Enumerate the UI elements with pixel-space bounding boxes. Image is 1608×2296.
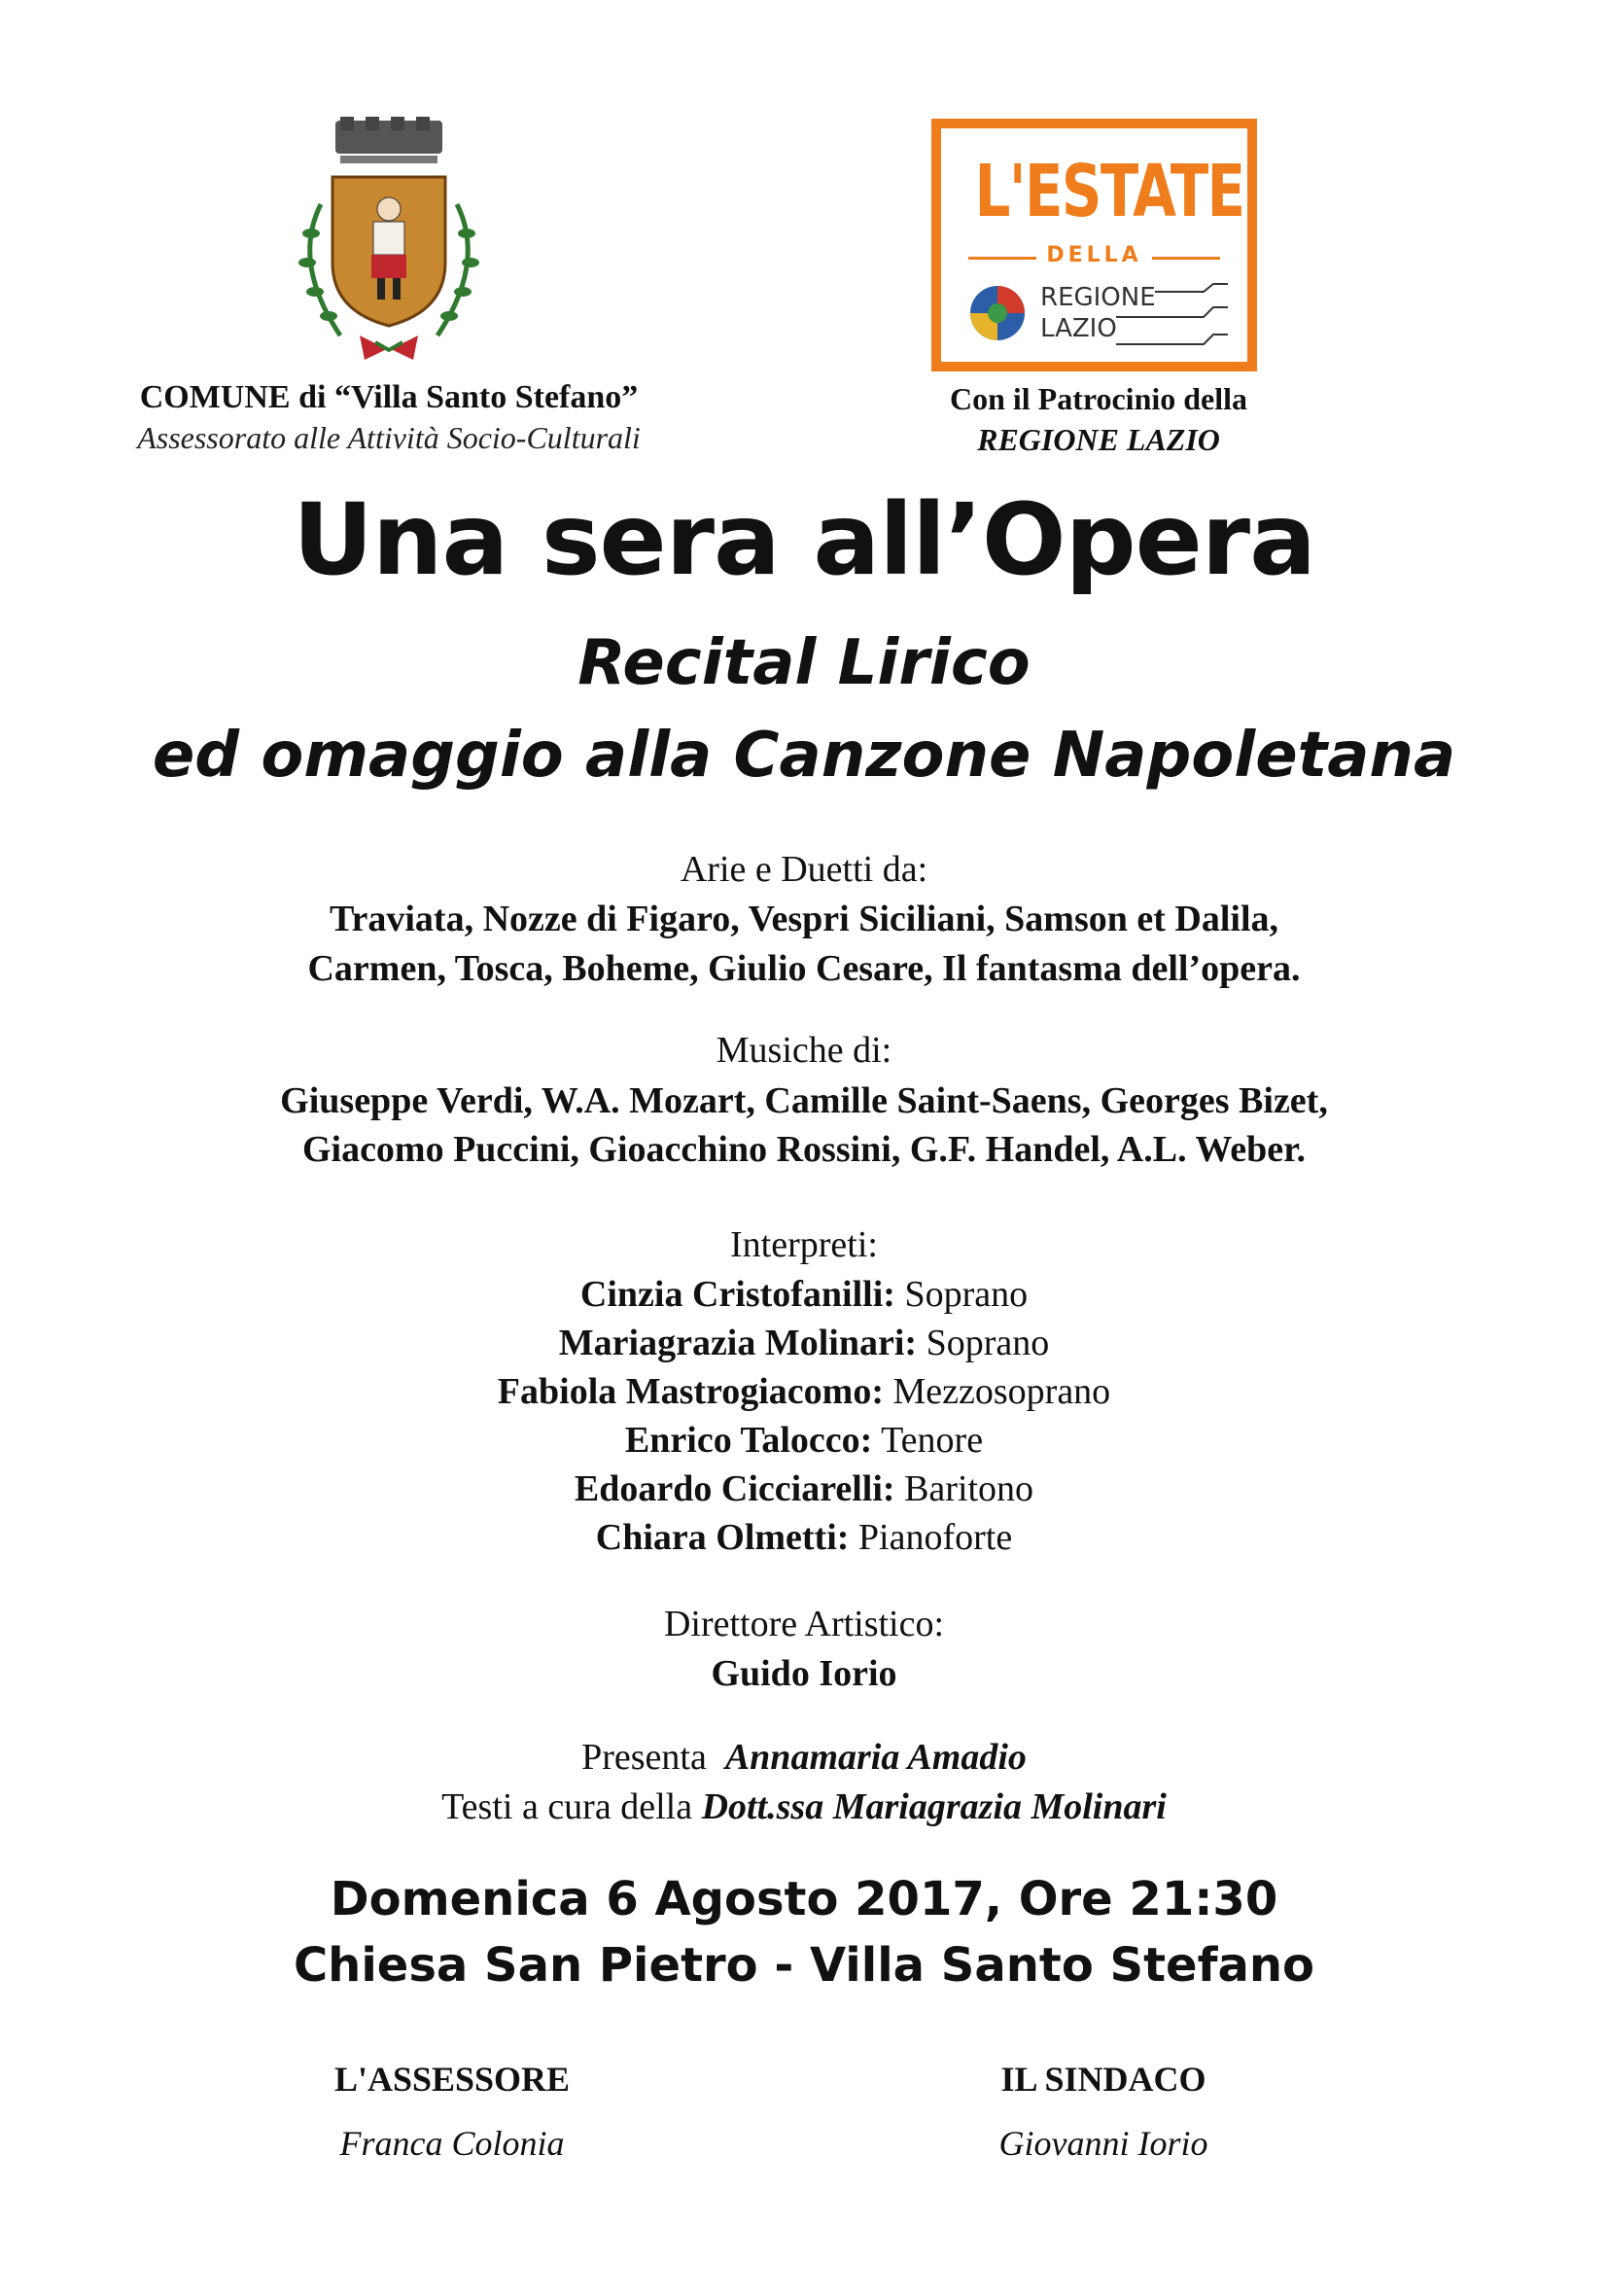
presenta-name: Annamaria Amadio <box>724 1737 1027 1778</box>
logo-divider <box>1152 257 1220 260</box>
performer-name: Enrico Talocco: <box>624 1420 873 1461</box>
subtitle-omaggio: ed omaggio alla Canzone Napoletana <box>152 720 1456 792</box>
logo-della: DELLA <box>1046 243 1142 267</box>
arie-line-2: Carmen, Tosca, Boheme, Giulio Cesare, Il fantasma dell’opera. <box>307 948 1301 989</box>
performer-name: Fabiola Mastrogiacomo: <box>497 1371 884 1412</box>
performer-role: Soprano <box>894 1274 1029 1315</box>
performer-row <box>0 1467 1608 1510</box>
patrocinio-region: REGIONE LAZIO <box>977 422 1220 457</box>
logo-lines-icon <box>1038 278 1233 352</box>
arie-line-1: Traviata, Nozze di Figaro, Vespri Siciliani, Samson et Dalila, <box>329 899 1279 939</box>
musiche-line-2: Giacomo Puccini, Gioacchino Rossini, G.F. Handel, A.L. Weber. <box>301 1129 1307 1170</box>
logo-title: L'ESTATE <box>974 150 1244 233</box>
estate-regione-lazio-logo <box>931 119 1257 371</box>
direttore-name: Guido Iorio <box>711 1653 897 1694</box>
performer-role: Baritono <box>894 1468 1034 1509</box>
interpreti-heading: Interpreti: <box>730 1224 878 1265</box>
sindaco-name: Giovanni Iorio <box>998 2124 1208 2163</box>
comune-crest-icon <box>282 117 496 370</box>
performer-role: Tenore <box>872 1420 984 1461</box>
subtitle-recital: Recital Lirico <box>577 627 1031 699</box>
performer-name: Mariagrazia Molinari: <box>558 1323 918 1363</box>
logo-regione-line-2: LAZIO <box>1040 314 1117 343</box>
musiche-line-1: Giuseppe Verdi, W.A. Mozart, Camille Saint-Saens, Georges Bizet, <box>280 1080 1328 1121</box>
assessore-name: Franca Colonia <box>339 2124 565 2163</box>
event-place: Chiesa San Pietro - Villa Santo Stefano <box>293 1938 1315 1993</box>
performer-role: Pianoforte <box>849 1517 1013 1558</box>
page-title: Una sera all’Opera <box>293 482 1315 598</box>
performer-row <box>0 1322 1608 1364</box>
comune-name: COMUNE di “Villa Santo Stefano” <box>139 379 639 415</box>
performer-name: Edoardo Cicciarelli: <box>574 1468 895 1509</box>
performer-role: Mezzosoprano <box>883 1371 1111 1412</box>
musiche-heading: Musiche di: <box>716 1030 892 1071</box>
performer-name: Cinzia Cristofanilli: <box>579 1274 895 1315</box>
testi-line <box>0 1785 1608 1828</box>
assessore-role: L'ASSESSORE <box>333 2060 571 2099</box>
comune-department: Assessorato alle Attività Socio-Culturali <box>137 420 641 455</box>
performer-row <box>0 1419 1608 1462</box>
presenta-line <box>0 1736 1608 1779</box>
event-date: Domenica 6 Agosto 2017, Ore 21:30 <box>330 1872 1278 1926</box>
direttore-heading: Direttore Artistico: <box>663 1604 945 1644</box>
performer-row <box>0 1273 1608 1316</box>
presenta-label: Presenta <box>581 1737 725 1778</box>
regione-lazio-emblem-icon <box>968 284 1027 342</box>
performer-row <box>0 1370 1608 1413</box>
testi-name: Dott.ssa Mariagrazia Molinari <box>701 1786 1167 1827</box>
logo-regione-line-1: REGIONE <box>1040 283 1156 312</box>
performer-name: Chiara Olmetti: <box>595 1517 850 1558</box>
patrocinio-text: Con il Patrocinio della <box>949 381 1248 416</box>
performer-role: Soprano <box>917 1323 1050 1363</box>
testi-label: Testi a cura della <box>441 1786 702 1827</box>
sindaco-role: IL SINDACO <box>1000 2060 1206 2099</box>
performer-row <box>0 1516 1608 1559</box>
arie-heading: Arie e Duetti da: <box>680 849 928 890</box>
